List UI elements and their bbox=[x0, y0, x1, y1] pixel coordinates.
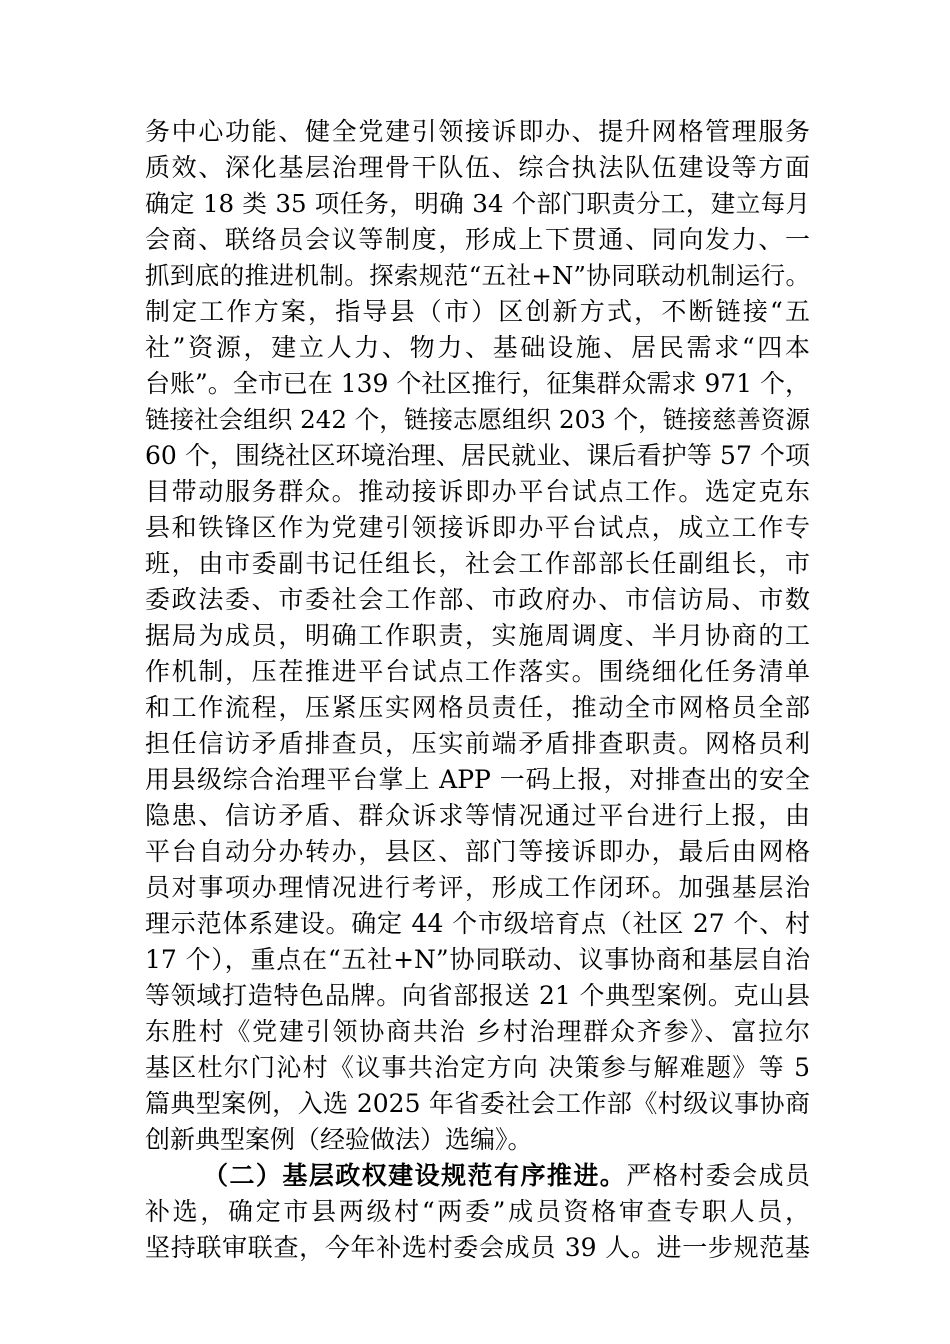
paragraph-line: 创新典型案例（经验做法）选编》。 bbox=[145, 1125, 533, 1154]
paragraph-line: 质效、深化基层治理骨干队伍、综合执法队伍建设等方面 bbox=[145, 153, 810, 182]
paragraph-line: 县和铁锋区作为党建引领接诉即办平台试点，成立工作专 bbox=[145, 513, 810, 542]
paragraph-line: 用县级综合治理平台掌上 APP 一码上报，对排查出的安全 bbox=[145, 765, 810, 794]
section-heading-rest: 严格村委会成员 bbox=[626, 1161, 810, 1190]
paragraph-line: 班，由市委副书记任组长，社会工作部部长任副组长，市 bbox=[145, 549, 810, 578]
paragraph-line: 委政法委、市委社会工作部、市政府办、市信访局、市数 bbox=[145, 585, 810, 614]
paragraph-line: 社”资源，建立人力、物力、基础设施、居民需求“四本 bbox=[145, 333, 810, 362]
paragraph-line: 担任信访矛盾排查员，压实前端矛盾排查职责。网格员利 bbox=[145, 729, 810, 758]
paragraph-line: 理示范体系建设。确定 44 个市级培育点（社区 27 个、村 bbox=[145, 909, 810, 938]
body-text bbox=[145, 114, 810, 1266]
paragraph-line: 平台自动分办转办，县区、部门等接诉即办，最后由网格 bbox=[145, 837, 810, 866]
paragraph-line: 抓到底的推进机制。探索规范“五社+N”协同联动机制运行。 bbox=[145, 261, 810, 290]
section-heading-line bbox=[145, 1158, 810, 1194]
paragraph-line: 据局为成员，明确工作职责，实施周调度、半月协商的工 bbox=[145, 621, 810, 650]
paragraph-line: 作机制，压茬推进平台试点工作落实。围绕细化任务清单 bbox=[145, 657, 810, 686]
paragraph-line: 和工作流程，压紧压实网格员责任，推动全市网格员全部 bbox=[145, 693, 810, 722]
paragraph-line: 等领域打造特色品牌。向省部报送 21 个典型案例。克山县 bbox=[145, 981, 810, 1010]
paragraph-line: 务中心功能、健全党建引领接诉即办、提升网格管理服务 bbox=[145, 117, 810, 146]
paragraph-line: 东胜村《党建引领协商共治 乡村治理群众齐参》、富拉尔 bbox=[145, 1017, 810, 1046]
paragraph-line: 会商、联络员会议等制度，形成上下贯通、同向发力、一 bbox=[145, 225, 810, 254]
paragraph-line: 基区杜尔门沁村《议事共治定方向 决策参与解难题》等 5 bbox=[145, 1053, 810, 1082]
paragraph-line: 补选，确定市县两级村“两委”成员资格审查专职人员， bbox=[145, 1197, 810, 1226]
paragraph-line: 隐患、信访矛盾、群众诉求等情况通过平台进行上报，由 bbox=[145, 801, 810, 830]
paragraph-line: 链接社会组织 242 个，链接志愿组织 203 个，链接慈善资源 bbox=[145, 405, 810, 434]
paragraph-line: 目带动服务群众。推动接诉即办平台试点工作。选定克东 bbox=[145, 477, 810, 506]
paragraph-line: 确定 18 类 35 项任务，明确 34 个部门职责分工，建立每月 bbox=[145, 189, 810, 218]
paragraph-line: 台账”。全市已在 139 个社区推行，征集群众需求 971 个， bbox=[145, 369, 811, 398]
section-heading: （二）基层政权建设规范有序推进。 bbox=[203, 1161, 627, 1190]
paragraph-line: 制定工作方案，指导县（市）区创新方式，不断链接“五 bbox=[145, 297, 810, 326]
paragraph-line: 篇典型案例，入选 2025 年省委社会工作部《村级议事协商 bbox=[145, 1089, 810, 1118]
paragraph-line: 17 个），重点在“五社+N”协同联动、议事协商和基层自治 bbox=[145, 945, 810, 974]
paragraph-line: 60 个，围绕社区环境治理、居民就业、课后看护等 57 个项 bbox=[145, 441, 810, 470]
paragraph-line: 员对事项办理情况进行考评，形成工作闭环。加强基层治 bbox=[145, 873, 810, 902]
paragraph-line: 坚持联审联查，今年补选村委会成员 39 人。进一步规范基 bbox=[145, 1233, 810, 1262]
